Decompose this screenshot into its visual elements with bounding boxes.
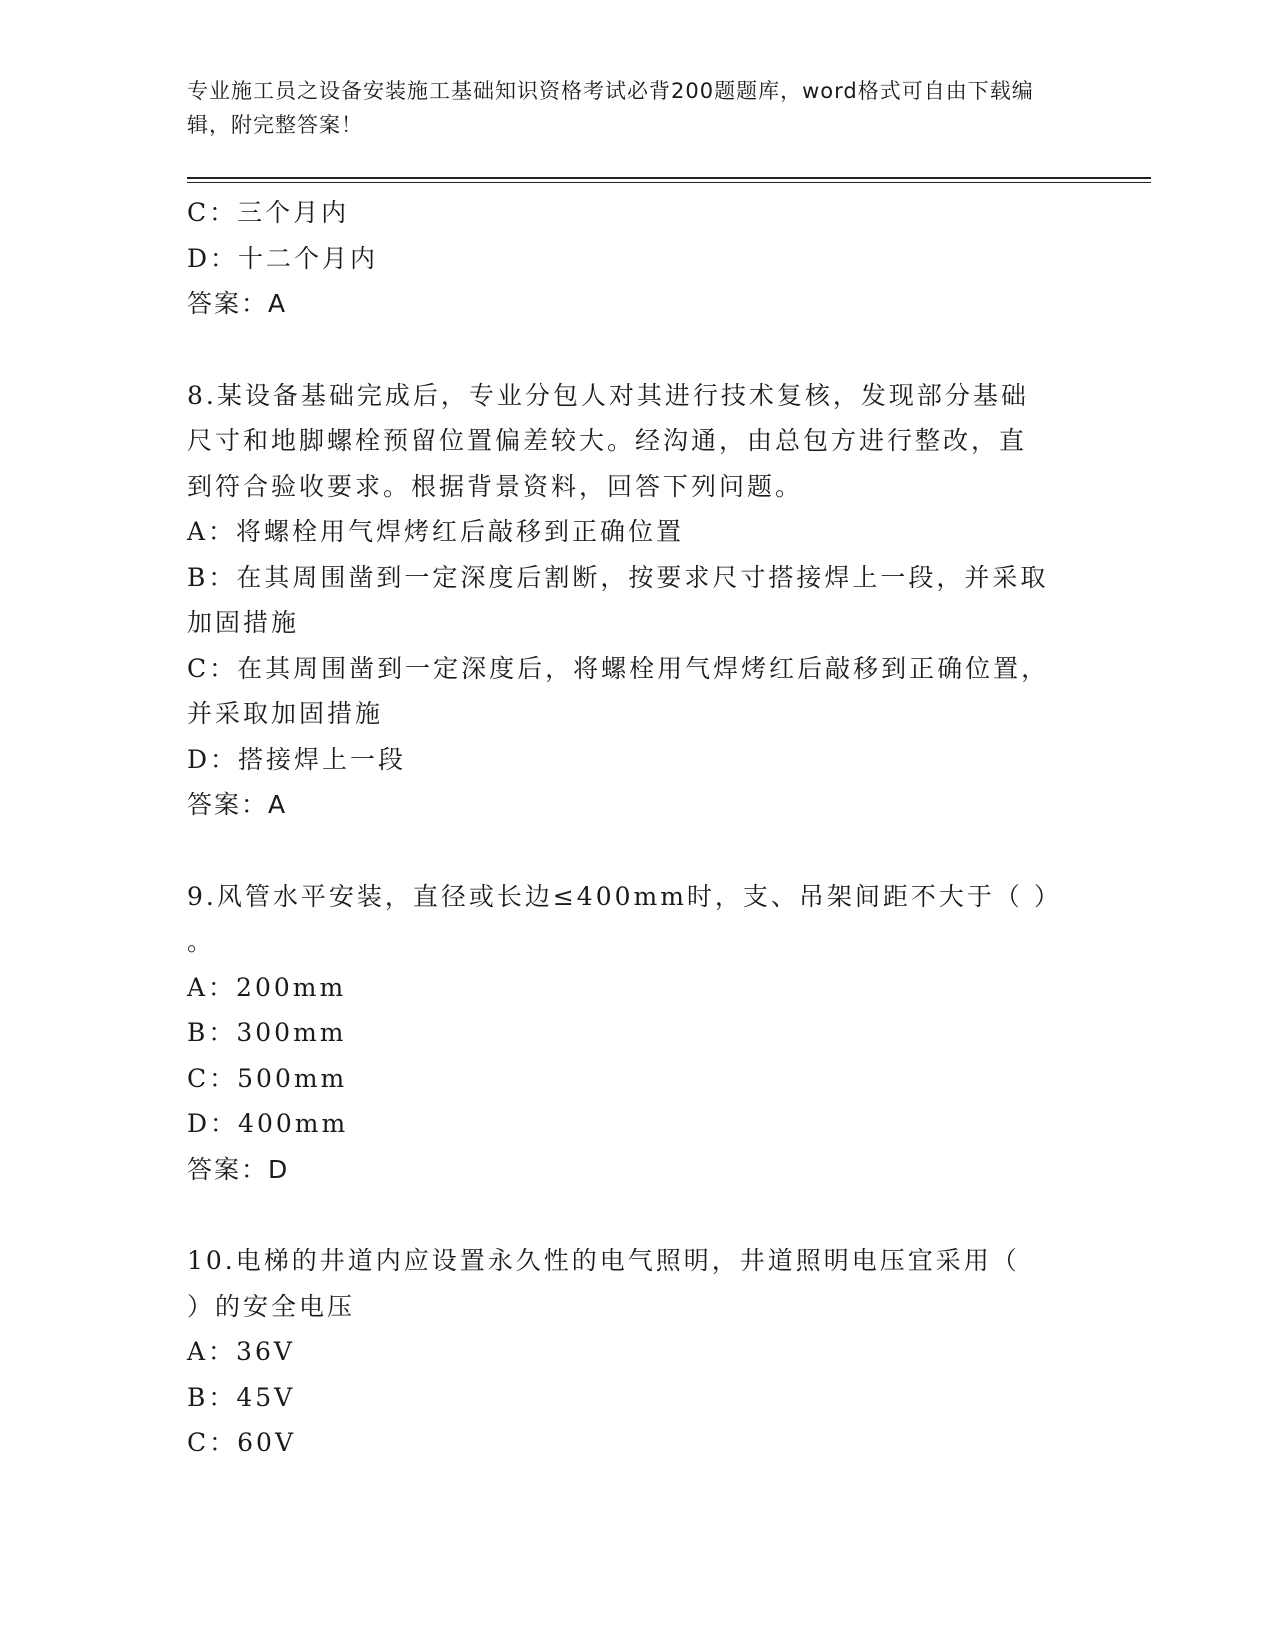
header-divider-thick: [187, 177, 1151, 179]
question-stem-line: 到符合验收要求。根据背景资料，回答下列问题。: [187, 471, 804, 501]
option-c: C：60V: [187, 1428, 296, 1457]
question-stem-line: 8.某设备基础完成后，专业分包人对其进行技术复核，发现部分基础: [187, 380, 1029, 410]
header-divider-thin: [187, 182, 1151, 183]
option-b: B：45V: [187, 1382, 296, 1412]
option-d: D：十二个月内: [187, 243, 379, 273]
question-stem-line: ）的安全电压: [187, 1291, 356, 1321]
page-header-title: 专业施工员之设备安装施工基础知识资格考试必背200题题库，word格式可自由下载编辑，附完整答案！: [187, 79, 1034, 137]
option-a: A：36V: [187, 1337, 295, 1366]
option-c: C：三个月内: [187, 198, 350, 227]
option-d: D：400mm: [187, 1109, 349, 1138]
option-d: D：搭接焊上一段: [187, 744, 407, 774]
answer-line: 答案：A: [187, 289, 288, 318]
question-stem-line: 10.电梯的井道内应设置永久性的电气照明，井道照明电压宜采用（: [187, 1246, 1020, 1275]
spacer: [187, 1192, 1087, 1238]
question-content: [187, 190, 1087, 1466]
question-stem-line: 9.风管水平安装，直径或长边≤400mm时，支、吊架间距不大于（ ）: [187, 881, 1062, 911]
option-b-continued: 加固措施: [187, 608, 300, 637]
question-8: [187, 373, 1087, 828]
option-b: B：300mm: [187, 1018, 347, 1047]
question-10: [187, 1238, 1087, 1466]
spacer: [187, 327, 1087, 373]
option-b: B：在其周围凿到一定深度后割断，按要求尺寸搭接焊上一段，并采取: [187, 562, 1049, 592]
option-a: A：将螺栓用气焊烤红后敲移到正确位置: [187, 517, 685, 546]
option-a: A：200mm: [187, 972, 347, 1002]
question-stem-line: 。: [187, 927, 216, 956]
question-7-tail: [187, 190, 1087, 327]
spacer: [187, 828, 1087, 874]
question-stem-line: 尺寸和地脚螺栓预留位置偏差较大。经沟通，由总包方进行整改，直: [187, 426, 1028, 455]
option-c: C：在其周围凿到一定深度后，将螺栓用气焊烤红后敲移到正确位置，: [187, 653, 1050, 683]
answer-line: 答案：A: [187, 790, 288, 819]
question-9: [187, 874, 1087, 1193]
option-c-continued: 并采取加固措施: [187, 699, 384, 728]
answer-line: 答案：D: [187, 1154, 290, 1184]
option-c: C：500mm: [187, 1063, 348, 1093]
